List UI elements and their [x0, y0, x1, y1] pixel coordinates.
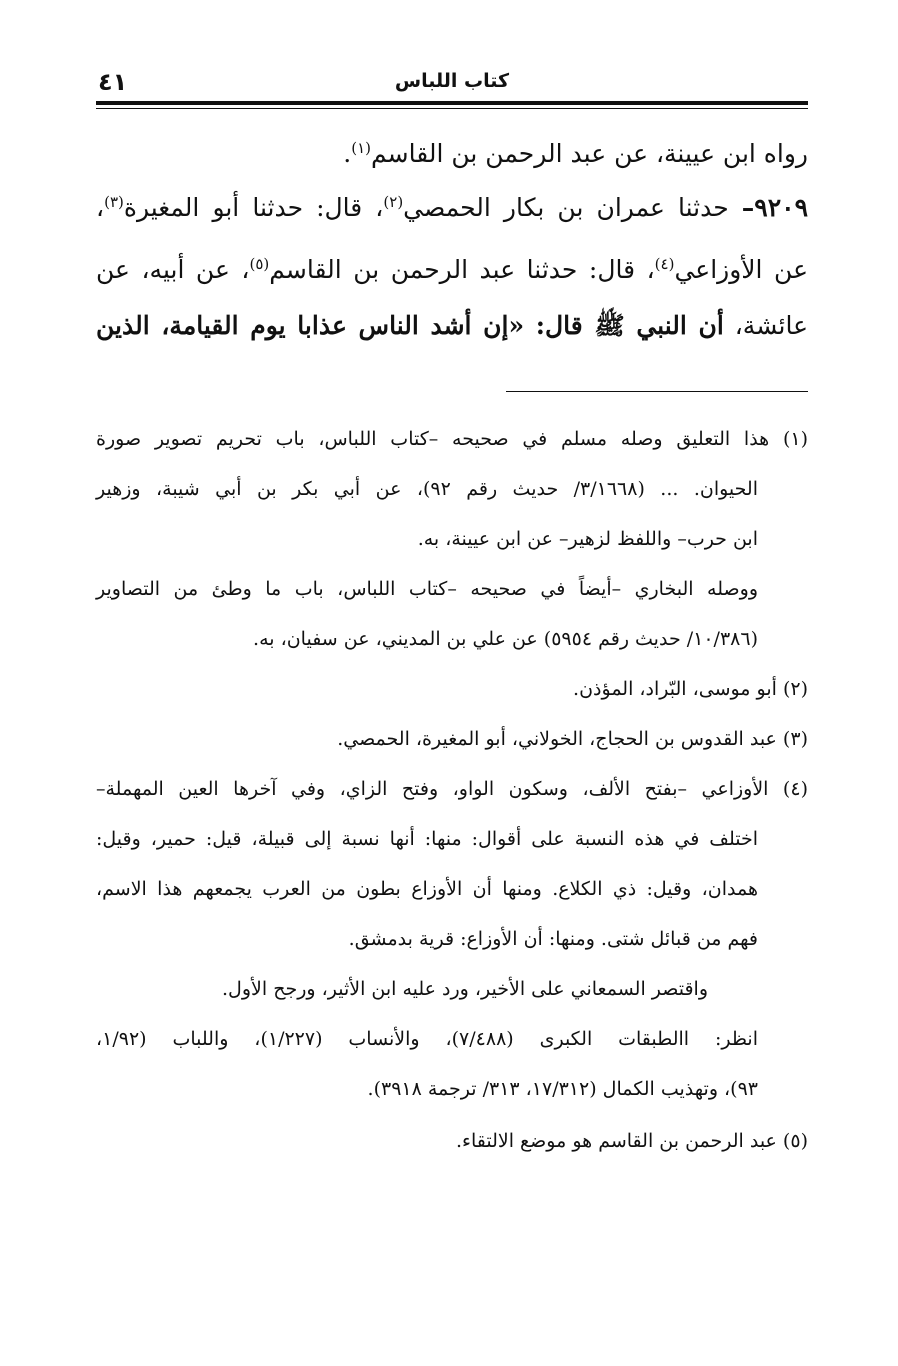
hadith-number: ٩٢٠٩–	[741, 193, 809, 222]
footnote-4-line-5: واقتصر السمعاني على الأخير، ورد عليه ابن الأثير، ورجح الأول.	[222, 978, 708, 1000]
footnote-ref-1: (١)	[351, 139, 371, 157]
main-line-3	[96, 244, 808, 290]
footnote-4-line-2: اختلف في هذه النسبة على أقوال: منها: أنها نسبة إلى قبيلة، قيل: حمير، وقيل:	[96, 828, 758, 850]
main-line-4-text: عائشة،	[723, 311, 809, 340]
main-line-2-text: حدثنا عمران بن بكار الحمصي	[403, 193, 742, 222]
footnote-ref-3: (٣)	[104, 193, 124, 211]
running-title: كتاب اللباس	[394, 70, 510, 92]
main-line-2-text2: ، قال: حدثنا أبو المغيرة	[123, 193, 384, 222]
header-rule-thick	[96, 101, 808, 105]
footnote-4-line-6: انظر: االطبقات الكبرى (٧/٤٨٨)، والأنساب (١/٢٢٧)، واللباب (١/٩٢،	[96, 1028, 759, 1050]
footnote-separator	[506, 391, 808, 392]
main-line-2-end: ،	[96, 193, 105, 222]
main-line-3-text2: ، قال: حدثنا عبد الرحمن بن القاسم	[269, 255, 655, 284]
main-line-1	[96, 128, 808, 174]
main-line-4-bold: أن النبي ﷺ قال: «إن أشد الناس عذابا يوم القيامة، الذين	[96, 311, 724, 340]
footnote-2: (٢) أبو موسى، البّراد، المؤذن.	[573, 678, 808, 700]
main-line-3-text: عن الأوزاعي	[674, 255, 808, 284]
header-rule-thin	[96, 108, 808, 109]
footnote-4-line-4: فهم من قبائل شتى. ومنها: أن الأوزاع: قرية بدمشق.	[348, 928, 758, 950]
footnote-3: (٣) عبد القدوس بن الحجاج، الخولاني، أبو المغيرة، الحمصي.	[337, 728, 808, 750]
page-header	[96, 66, 808, 100]
footnote-1-line-2: الحيوان. ... (٣/١٦٦٨/ حديث رقم ٩٢)، عن أبي بكر بن أبي شيبة، وزهير	[96, 478, 758, 500]
footnote-4-line-3: همدان، وقيل: ذي الكلاع. ومنها أن الأوزاع بطون من العرب يجمعهم هذا الاسم،	[96, 878, 758, 900]
main-line-4	[96, 306, 808, 346]
main-line-1-end: .	[343, 139, 352, 168]
page-number: ٤١	[98, 68, 128, 96]
footnote-4-line-1: (٤) الأوزاعي –بفتح الألف، وسكون الواو، وفتح الزاي، وفي آخرها العين المهملة–	[96, 778, 808, 800]
footnote-1-line-1: (١) هذا التعليق وصله مسلم في صحيحه –كتاب اللباس، باب تحريم تصوير صورة	[96, 428, 808, 450]
footnote-1-line-4: ووصله البخاري –أيضاً في صحيحه –كتاب اللباس، باب ما وطئ من التصاوير	[96, 578, 758, 600]
main-line-2	[96, 182, 808, 228]
footnote-4-line-7: ٩٣)، وتهذيب الكمال (١٧/٣١٢، ٣١٣/ ترجمة ٣٩١٨).	[367, 1078, 758, 1100]
main-line-1-text: رواه ابن عيينة، عن عبد الرحمن بن القاسم	[371, 139, 808, 168]
footnote-5: (٥) عبد الرحمن بن القاسم هو موضع الالتقاء.	[456, 1130, 808, 1152]
footnote-1-line-5: (١٠/٣٨٦/ حديث رقم ٥٩٥٤) عن علي بن المديني، عن سفيان، به.	[253, 628, 758, 650]
footnote-ref-5: (٥)	[249, 255, 270, 273]
footnote-1-line-3: ابن حرب– واللفظ لزهير– عن ابن عيينة، به.	[417, 528, 758, 550]
footnote-ref-4: (٤)	[654, 255, 675, 273]
footnote-ref-2: (٢)	[383, 193, 404, 211]
main-line-3-text3: ، عن أبيه، عن	[96, 255, 250, 284]
